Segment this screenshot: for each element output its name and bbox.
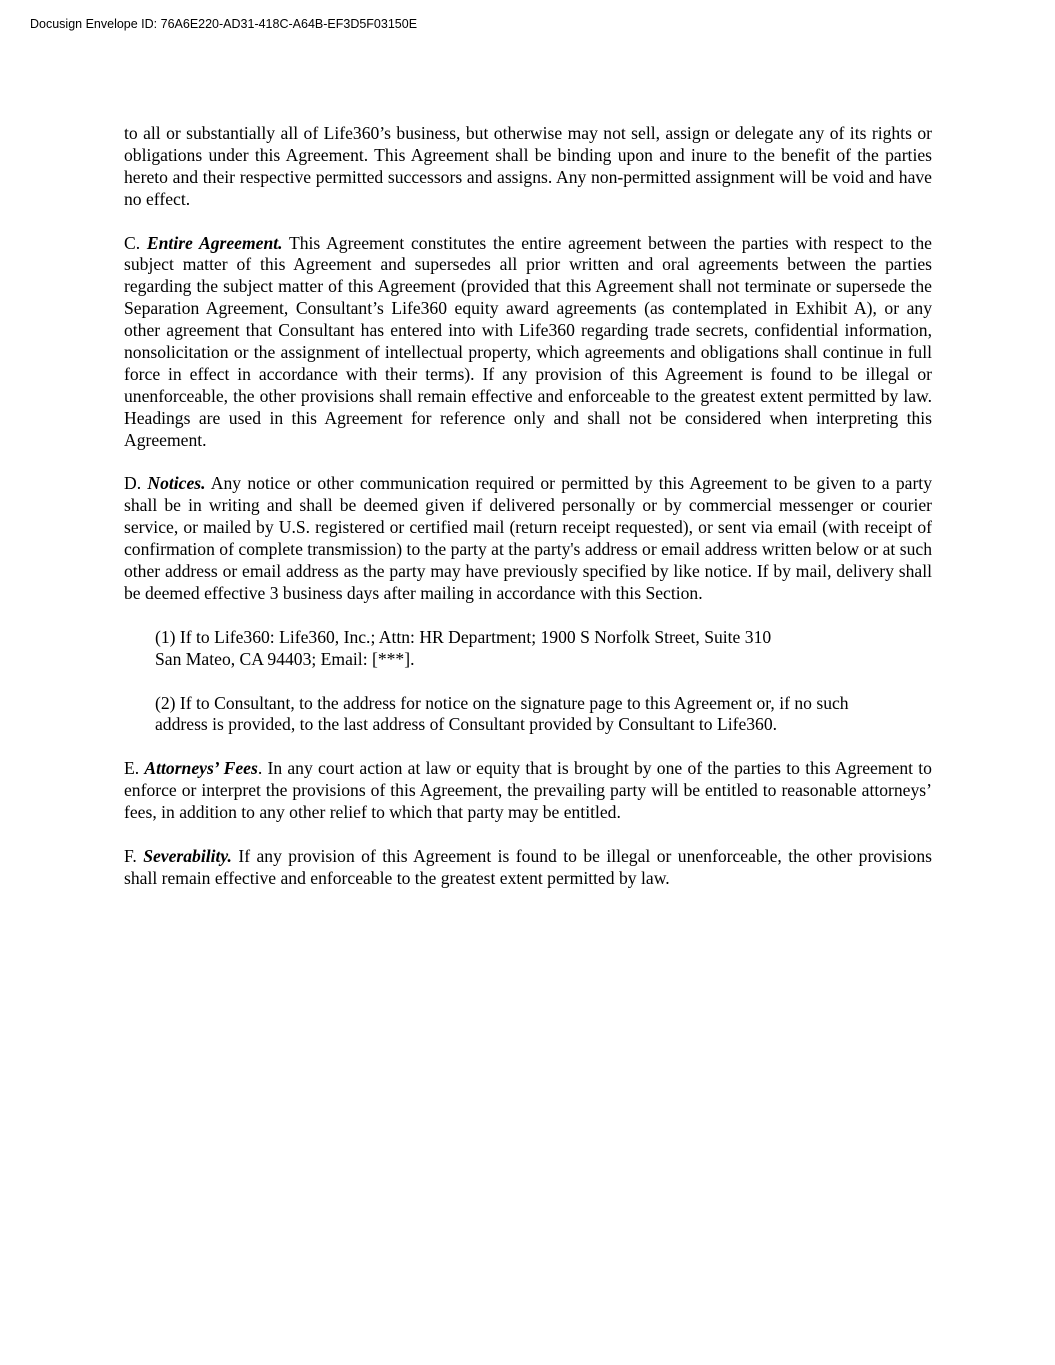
section-d-text: Any notice or other communication required or permitted by this Agreement to be given to a party shall be in writing and shall be deemed given if delivered personally or by commercial messenger or courier service, or mailed by U.S. registered or certified mail (return receipt requested), or sent via email (with receipt of confirmation of complete transmission) to the party at the party's address or email address written below or at such other address or email address as the party may have previously specified by like notice. If by mail, delivery shall be deemed effective 3 business days after mailing in accordance with this Section. <box>124 473 932 603</box>
section-c-entire-agreement <box>124 233 932 452</box>
section-e-heading: Attorneys’ Fees <box>144 758 258 779</box>
section-f-letter: F. <box>124 845 137 866</box>
notice-life360-address <box>155 627 932 671</box>
notice-consultant-address <box>155 693 932 737</box>
section-c-letter: C. <box>124 232 141 253</box>
section-c-heading: Entire Agreement. <box>146 232 283 253</box>
notice-consultant-line2: address is provided, to the last address of Consultant provided by Consultant to Life360. <box>155 714 778 735</box>
section-c-text: This Agreement constitutes the entire agreement between the parties with respect to the subject matter of this Agreement and supersedes all prior written and oral agreements between the parties regarding the subject matter of this Agreement (provided that this Agreement shall not terminate or supersede the Separation Agreement, Consultant’s Life360 equity award agreements (as contemplated in Exhibit A), or any other agreement that Consultant has entered into with Life360 regarding trade secrets, confidential information, nonsolicitation or the assignment of intellectual property, which agreements and obligations shall continue in full force in effect in accordance with their terms). If any provision of this Agreement is found to be illegal or unenforceable, the other provisions shall remain effective and enforceable to the greatest extent permitted by law. Headings are used in this Agreement for reference only and shall not be considered when interpreting this Agreement. <box>124 232 932 450</box>
section-f-text: If any provision of this Agreement is found to be illegal or unenforceable, the other provisions shall remain effective and enforceable to the greatest extent permitted by law. <box>124 845 932 888</box>
section-e-attorneys-fees <box>124 758 932 824</box>
section-f-severability <box>124 846 932 890</box>
document-body <box>124 123 932 912</box>
section-f-heading: Severability. <box>143 845 232 866</box>
section-d-letter: D. <box>124 473 142 494</box>
section-d-heading: Notices. <box>147 473 206 494</box>
section-d-notices <box>124 473 932 604</box>
notice-consultant-line1: (2) If to Consultant, to the address for notice on the signature page to this Agreement or, if no such <box>155 692 849 713</box>
notice-life360-line2: San Mateo, CA 94403; Email: [***]. <box>155 648 415 669</box>
section-e-text: . In any court action at law or equity that is brought by one of the parties to this Agreement to enforce or interpret the provisions of this Agreement, the prevailing party will be entitled to reasonable attorneys’ fees, in addition to any other relief to which that party may be entitled. <box>124 758 932 823</box>
notice-life360-line1: (1) If to Life360: Life360, Inc.; Attn: HR Department; 1900 S Norfolk Street, Suite 310 <box>155 626 772 647</box>
paragraph-intro: to all or substantially all of Life360’s business, but otherwise may not sell, assign or delegate any of its rights or obligations under this Agreement. This Agreement shall be binding upon and inure to the benefit of the parties hereto and their respective permitted successors and assigns. Any non-permitted assignment will be void and have no effect. <box>124 123 932 209</box>
section-e-letter: E. <box>124 758 140 779</box>
docusign-envelope-id: Docusign Envelope ID: 76A6E220-AD31-418C-A64B-EF3D5F03150E <box>30 17 418 31</box>
